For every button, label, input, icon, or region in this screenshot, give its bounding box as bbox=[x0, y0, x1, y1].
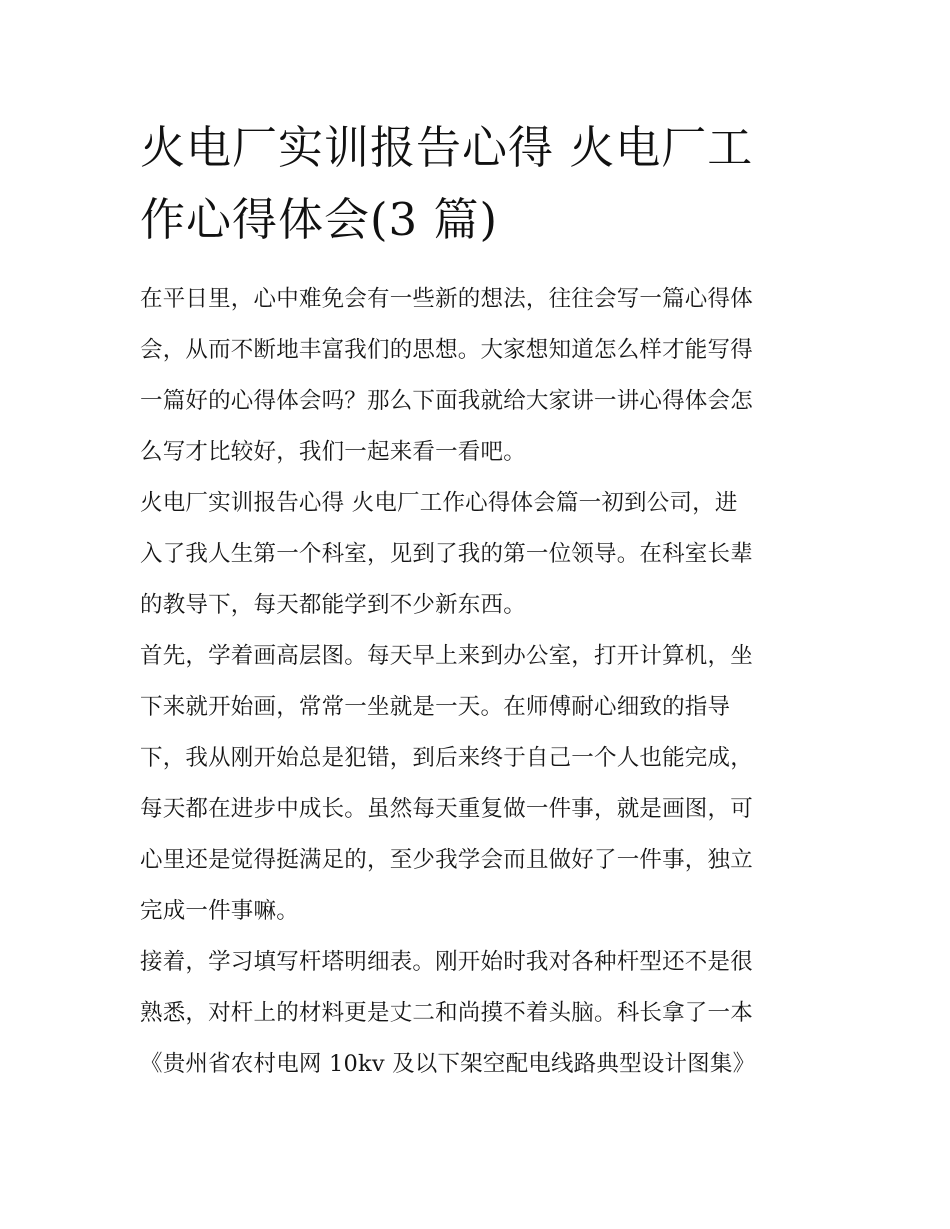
text-line: 《贵州省农村电网 10kv 及以下架空配电线路典型设计图集》 bbox=[140, 1051, 756, 1077]
paragraph-tower-table bbox=[140, 937, 812, 1090]
text-line: 下来就开始画，常常一坐就是一天。在师傅耐心细致的指导 bbox=[140, 694, 731, 720]
text-line: 么写才比较好，我们一起来看一看吧。 bbox=[140, 439, 526, 465]
text-line: 会，从而不断地丰富我们的思想。大家想知道怎么样才能写得 bbox=[140, 337, 753, 363]
text-line: 每天都在进步中成长。虽然每天重复做一件事，就是画图，可 bbox=[140, 796, 753, 822]
title-line: 作心得体会(3 篇) bbox=[140, 193, 499, 246]
text-line: 下，我从刚开始总是犯错，到后来终于自己一个人也能完成， bbox=[140, 745, 753, 771]
text-line: 熟悉，对杆上的材料更是丈二和尚摸不着头脑。科长拿了一本 bbox=[140, 1000, 753, 1026]
paragraph-intro bbox=[140, 274, 812, 478]
text-line: 完成一件事嘛。 bbox=[140, 898, 299, 924]
text-line: 的教导下，每天都能学到不少新东西。 bbox=[140, 592, 526, 618]
text-line: 入了我人生第一个科室，见到了我的第一位领导。在科室长辈 bbox=[140, 541, 753, 567]
text-line: 在平日里，心中难免会有一些新的想法，往往会写一篇心得体 bbox=[140, 286, 753, 312]
title-line: 火电厂实训报告心得 火电厂工 bbox=[140, 121, 754, 174]
text-line: 心里还是觉得挺满足的，至少我学会而且做好了一件事，独立 bbox=[140, 847, 753, 873]
text-line: 一篇好的心得体会吗？那么下面我就给大家讲一讲心得体会怎 bbox=[140, 388, 753, 414]
text-line: 火电厂实训报告心得 火电厂工作心得体会篇一初到公司，进 bbox=[140, 490, 738, 516]
paragraph-drawing bbox=[140, 631, 812, 937]
text-line: 首先，学着画高层图。每天早上来到办公室，打开计算机，坐 bbox=[140, 643, 753, 669]
text-line: 接着，学习填写杆塔明细表。刚开始时我对各种杆型还不是很 bbox=[140, 949, 753, 975]
document-title bbox=[140, 112, 812, 256]
paragraph-first-piece bbox=[140, 478, 812, 631]
document-body bbox=[140, 112, 812, 1090]
